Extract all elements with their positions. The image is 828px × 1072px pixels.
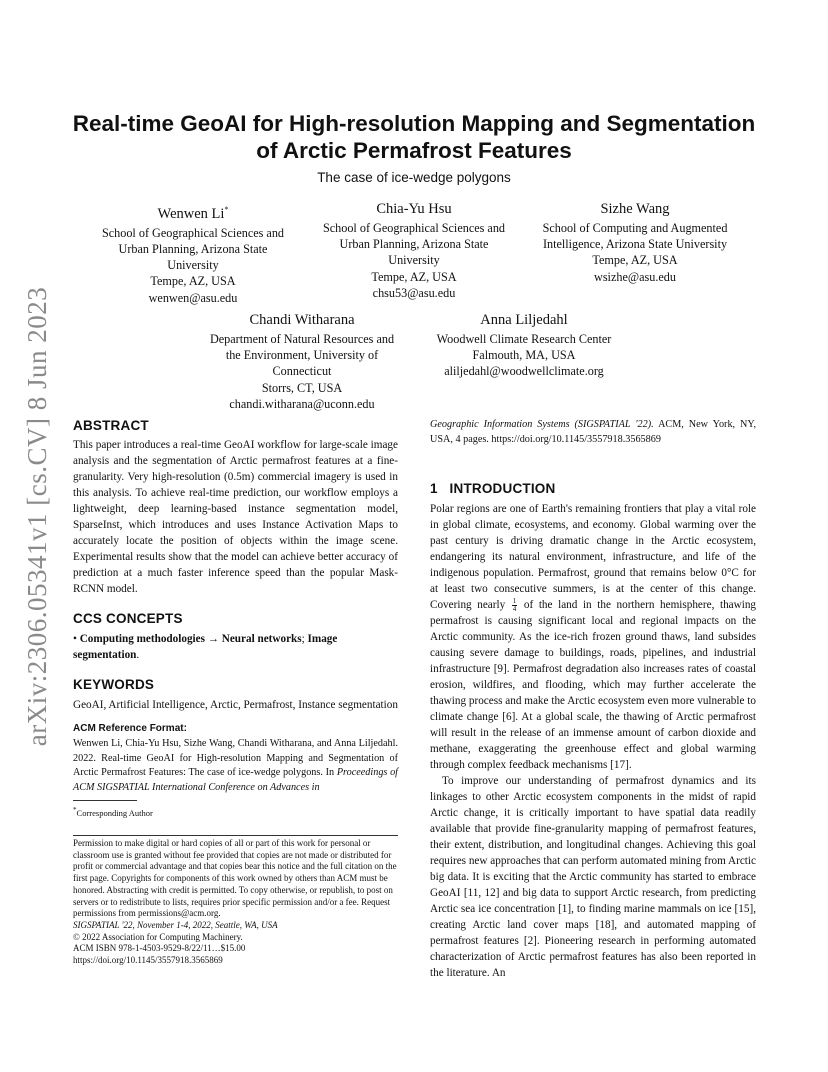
acm-reference-continued: Geographic Information Systems (SIGSPATIAL '22). ACM, New York, NY, USA, 4 pages. https://doi.org/10.1145/3557918.3565869 (430, 419, 757, 445)
abstract-heading: ABSTRACT (73, 418, 149, 433)
footnote-rule (73, 800, 137, 801)
ccs-heading: CCS CONCEPTS (73, 611, 183, 626)
author-name: Anna Liljedahl (480, 312, 568, 328)
author-block: Sizhe Wang School of Computing and Augmented Intelligence, Arizona State University Tempe, AZ, USA wsizhe@asu.edu (527, 200, 743, 285)
keywords-text: GeoAI, Artificial Intelligence, Arctic, Permafrost, Instance segmentation (73, 699, 398, 711)
paper-subtitle: The case of ice-wedge polygons (317, 170, 511, 185)
keywords-heading: KEYWORDS (73, 677, 155, 692)
intro-paragraph-1: Polar regions are one of Earth's remaining frontiers that play a vital role in global climate, ecosystems, and economy. Global warming over the past century is driving dramatic change in the Arctic ecosystem, endangering its natural environment, infrastructure, and life of the indigenous population. Permafrost, ground that remains below 0°C for at least two consecutive summers, is at the center of this change. Covering nearly $\frac{1}{4}$ of the land in the northern hemisphere, thawing permafrost is causing significant local and regional impacts on the Arctic community. As the ice-rich frozen ground thaws, land subsides causing severe damage to buildings, roads, pipelines, and industrial infrastructure [9]. Permafrost degradation also increases rates of coastal erosion, wildfires, and flooding, which may further accelerate the thawing process and make the Arctic ecosystem even more vulnerable to climate change [6]. At a global scale, the thawing of Arctic permafrost will result in the release of an immense amount of carbon dioxide and methane, exaggerating the greenhouse effect and global warming through complex feedback mechanisms [17]. (430, 503, 757, 771)
arxiv-stamp: arXiv:2306.05341v1 [cs.CV] 8 Jun 2023 (22, 286, 53, 746)
author-name: Chandi Witharana (249, 312, 355, 328)
author-name: Sizhe Wang (600, 201, 670, 217)
author-block: Chia-Yu Hsu School of Geographical Sciences and Urban Planning, Arizona State University Tempe, AZ, USA chsu53@asu.edu (306, 200, 522, 301)
footnote: *Corresponding Author (73, 806, 153, 818)
author-block: Wenwen Li* School of Geographical Sciences and Urban Planning, Arizona State University Tempe, AZ, USA wenwen@asu.edu (85, 200, 301, 306)
introduction-heading: 1 INTRODUCTION (430, 481, 556, 496)
author-name: Wenwen Li* (157, 205, 229, 222)
author-block: Chandi Witharana Department of Natural Resources and the Environment, University of Connecticut Storrs, CT, USA chandi.witharana@uconn.edu (194, 311, 410, 412)
ccs-concepts: • Computing methodologies → Neural networks; Image segmentation. (73, 633, 338, 661)
abstract-text: This paper introduces a real-time GeoAI workflow for large-scale image analysis and the segmentation of Arctic permafrost features at a fine-granularity. Very high-resolution (0.5m) commercial imagery is used in this analysis. To achieve real-time prediction, our workflow employs a lightweight, deep learning-based instance segmentation model, SparseInst, which introduces and uses Instance Activation Maps to accurately locate the position of objects within the image scene. Experimental results show that the model can achieve better accuracy of prediction at a much faster inference speed than the popular Mask-RCNN model. (73, 439, 398, 595)
permission-rule (73, 835, 398, 836)
left-column (73, 418, 398, 795)
acm-reference-heading: ACM Reference Format: (73, 723, 187, 734)
acm-reference-text: Wenwen Li, Chia-Yu Hsu, Sizhe Wang, Chandi Witharana, and Anna Liljedahl. 2022. Real-time GeoAI for High-resolution Mapping and Segmentation of Arctic Permafrost Features: The case of ice-wedge polygons. In Proceedings of ACM SIGSPATIAL International Conference on Advances in (73, 738, 399, 793)
paper-title: Real-time GeoAI for High-resolution Mapping and Segmentation of Arctic Permafrost Features (72, 111, 756, 163)
author-name: Chia-Yu Hsu (376, 201, 452, 217)
author-block: Anna Liljedahl Woodwell Climate Research Center Falmouth, MA, USA aliljedahl@woodwellclimate.org (416, 311, 632, 380)
permission-notice: Permission to make digital or hard copies of all or part of this work for personal or classroom use is granted without fee provided that copies are not made or distributed for profit or commercial advantage and that copies bear this notice and the full citation on the first page. Copyrights for components of this work owned by others than ACM must be honored. Abstracting with credit is permitted. To copy otherwise, or republish, to post on servers or to redistribute to lists, requires prior specific permission and/or a fee. Request permissions from permissions@acm.org. SIGSPATIAL '22, November 1-4, 2022, Seattle, WA, USA © 2022 Association for Computing Machinery. ACM ISBN 978-1-4503-9529-8/22/11…$15.00 https://doi.org/10.1145/3557918.3565869 (73, 838, 397, 966)
right-column (430, 481, 756, 981)
fraction: $\frac{1}{4}$ (512, 596, 517, 613)
intro-paragraph-2: To improve our understanding of permafrost dynamics and its linkages to other Arctic ecosystem components in the midst of rapid Arctic change, it is critically important to have spatial data readily available that provide fine-granularity mapping of permafrost features, their extent, distribution, and longitudinal changes. Achieving this goal requires new approaches that can perform automated mining from Arctic big data. It is exciting that the Arctic community has started to embrace GeoAI [11, 12] and big data to support Arctic research, from predicting Arctic sea ice concentration [1], to finding marine mammals on ice [15], creating Arctic land cover maps [18], and automated mapping of permafrost features [2]. Pioneering research in performing automated characterization of Arctic permafrost features has also been reported in the literature. An (430, 775, 756, 979)
